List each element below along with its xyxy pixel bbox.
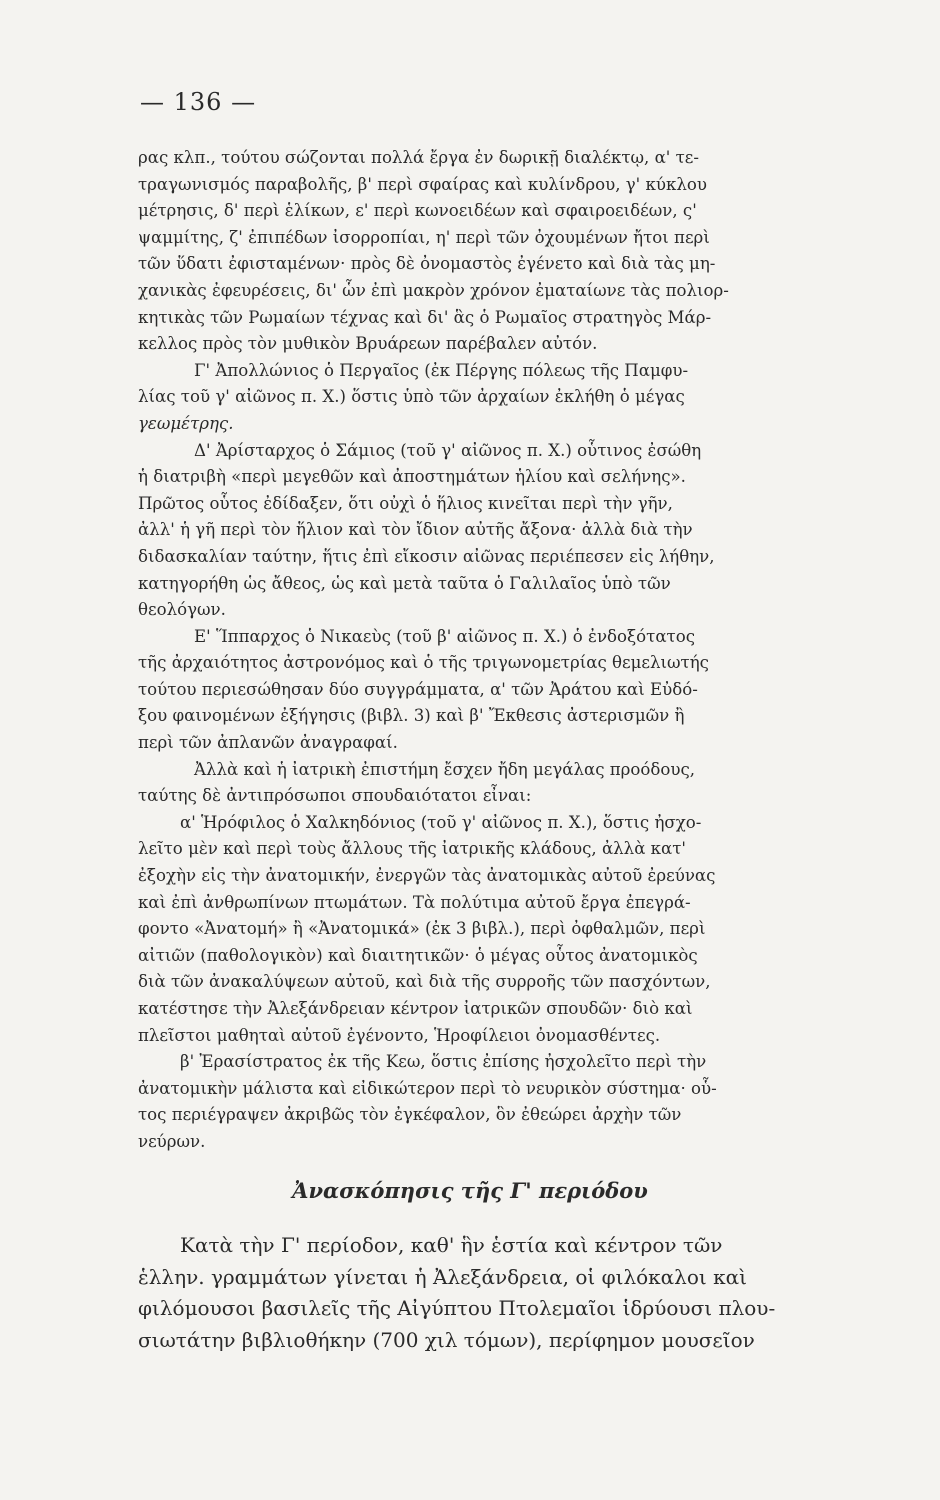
text-line: α' Ἡρόφιλος ὁ Χαλκηδόνιος (τοῦ γ' αἰῶνος π. Χ.), ὅστις ἠσχο- bbox=[180, 812, 702, 832]
text-line: θεολόγων. bbox=[138, 600, 226, 620]
text-line: κελλος πρὸς τὸν μυθικὸν Βρυάρεων παρέβαλεν αὐτόν. bbox=[138, 334, 598, 354]
text-line: περὶ τῶν ἀπλανῶν ἀναγραφαί. bbox=[138, 733, 398, 753]
text-line: ταύτης δὲ ἀντιπρόσωποι σπουδαιότατοι εἶναι: bbox=[138, 786, 532, 806]
text-line: Δ' Ἀρίσταρχος ὁ Σάμιος (τοῦ γ' αἰῶνος π. Χ.) οὗτινος ἐσώθη bbox=[194, 440, 702, 460]
text-line: φιλόμουσοι βασιλεῖς τῆς Αἰγύπτου Πτολεμαῖοι ἱδρύουσι πλου- bbox=[138, 1296, 776, 1320]
text-line: ἡ διατριβὴ «περὶ μεγεθῶν καὶ ἀποστημάτων ἡλίου καὶ σελήνης». bbox=[138, 467, 686, 487]
text-line: ἀνατομικὴν μάλιστα καὶ εἰδικώτερον περὶ τὸ νευρικὸν σύστημα· οὗ- bbox=[138, 1078, 717, 1098]
page-number: — 136 — bbox=[140, 88, 257, 116]
text-line: κατέστησε τὴν Ἀλεξάνδρειαν κέντρον ἰατρικῶν σπουδῶν· διὸ καὶ bbox=[138, 999, 693, 1018]
section-heading: Ἀνασκόπησις τῆς Γ' περιόδου bbox=[292, 1178, 648, 1203]
text-line: αἰτιῶν (παθολογικὸν) καὶ διαιτητικῶν· ὁ μέγας οὗτος ἀνατομικὸς bbox=[138, 945, 698, 965]
text-line: νεύρων. bbox=[138, 1131, 206, 1151]
text-line: διδασκαλίαν ταύτην, ἥτις ἐπὶ εἴκοσιν αἰῶνας περιέπεσεν εἰς λήθην, bbox=[138, 546, 715, 566]
text-line: λίας τοῦ γ' αἰῶνος π. Χ.) ὅστις ὑπὸ τῶν ἀρχαίων ἐκλήθη ὁ μέγας bbox=[138, 387, 685, 407]
text-line: ξου φαινομένων ἐξήγησις (βιβλ. 3) καὶ β' Ἔκθεσις ἀστερισμῶν ἢ bbox=[138, 706, 685, 726]
text-line: Πρῶτος οὗτος ἐδίδαξεν, ὅτι οὐχὶ ὁ ἥλιος κινεῖται περὶ τὴν γῆν, bbox=[138, 493, 673, 513]
text-line: ἑλλην. γραμμάτων γίνεται ἡ Ἀλεξάνδρεια, οἱ φιλόκαλοι καὶ bbox=[138, 1264, 747, 1289]
text-line: ρας κλπ., τούτου σώζονται πολλά ἔργα ἐν δωρικῇ διαλέκτῳ, α' τε- bbox=[138, 148, 700, 167]
body-text bbox=[138, 145, 866, 1156]
text-line: διὰ τῶν ἀνακαλύψεων αὐτοῦ, καὶ διὰ τῆς συρροῆς τῶν πασχόντων, bbox=[138, 972, 711, 992]
text-line: Ἀλλὰ καὶ ἡ ἰατρικὴ ἐπιστήμη ἔσχεν ἤδη μεγάλας προόδους, bbox=[194, 759, 696, 779]
section-text bbox=[138, 1230, 870, 1356]
text-line: καὶ ἐπὶ ἀνθρωπίνων πτωμάτων. Τὰ πολύτιμα αὐτοῦ ἔργα ἐπεγρά- bbox=[138, 892, 691, 912]
text-line: λεῖτο μὲν καὶ περὶ τοὺς ἄλλους τῆς ἰατρικῆς κλάδους, ἀλλὰ κατ' bbox=[138, 839, 686, 859]
text-line: β' Ἐρασίστρατος ἐκ τῆς Κεω, ὅστις ἐπίσης ἠσχολεῖτο περὶ τὴν bbox=[180, 1052, 707, 1072]
text-line: τραγωνισμός παραβολῆς, β' περὶ σφαίρας καὶ κυλίνδρου, γ' κύκλου bbox=[138, 174, 707, 194]
text-line: σιωτάτην βιβλιοθήκην (700 χιλ τόμων), περίφημον μουσεῖον bbox=[138, 1327, 755, 1352]
text-line: κατηγορήθη ὡς ἄθεος, ὡς καὶ μετὰ ταῦτα ὁ Γαλιλαῖος ὑπὸ τῶν bbox=[138, 573, 671, 593]
text-line: τούτου περιεσώθησαν δύο συγγράμματα, α' τῶν Ἀράτου καὶ Εὐδό- bbox=[138, 679, 698, 699]
text-line: ἀλλ' ἡ γῆ περὶ τὸν ἥλιον καὶ τὸν ἴδιον αὐτῆς ἄξονα· ἀλλὰ διὰ τὴν bbox=[138, 520, 693, 540]
text-line: Κατὰ τὴν Γ' περίοδον, καθ' ἣν ἑστία καὶ κέντρον τῶν bbox=[180, 1233, 723, 1257]
text-line: φοντο «Ἀνατομή» ἢ «Ἀνατομικά» (ἐκ 3 βιβλ.), περὶ ὀφθαλμῶν, περὶ bbox=[138, 919, 706, 939]
text-line: κητικὰς τῶν Ρωμαίων τέχνας καὶ δι' ἃς ὁ Ρωμαῖος στρατηγὸς Μάρ- bbox=[138, 307, 712, 327]
text-line: τῆς ἀρχαιότητος ἀστρονόμος καὶ ὁ τῆς τριγωνομετρίας θεμελιωτής bbox=[138, 653, 709, 673]
text-line: χανικὰς ἐφευρέσεις, δι' ὧν ἐπὶ μακρὸν χρόνον ἐματαίωνε τὰς πολιορ- bbox=[138, 280, 729, 300]
text-line: Ε' Ἵππαρχος ὁ Νικαεὺς (τοῦ β' αἰῶνος π. Χ.) ὁ ἐνδοξότατος bbox=[194, 626, 695, 646]
text-line: γεωμέτρης. bbox=[138, 413, 234, 433]
text-line: ἐξοχὴν εἰς τὴν ἀνατομικήν, ἐνεργῶν τὰς ἀνατομικὰς αὐτοῦ ἐρεύνας bbox=[138, 866, 716, 886]
text-line: μέτρησις, δ' περὶ ἑλίκων, ε' περὶ κωνοειδέων καὶ σφαιροειδέων, ς' bbox=[138, 201, 697, 221]
text-line: Γ' Ἀπολλώνιος ὁ Περγαῖος (ἐκ Πέργης πόλεως τῆς Παμφυ- bbox=[194, 360, 689, 380]
text-line: ψαμμίτης, ζ' ἐπιπέδων ἰσορροπίαι, η' περὶ τῶν ὀχουμένων ἤτοι περὶ bbox=[138, 227, 710, 247]
text-line: τος περιέγραψεν ἀκριβῶς τὸν ἐγκέφαλον, ὃν ἐθεώρει ἀρχὴν τῶν bbox=[138, 1105, 682, 1125]
text-line: πλεῖστοι μαθηταὶ αὐτοῦ ἐγένοντο, Ἡροφίλειοι ὀνομασθέντες. bbox=[138, 1025, 661, 1045]
text-line: τῶν ὕδατι ἐφισταμένων· πρὸς δὲ ὀνομαστὸς ἐγένετο καὶ διὰ τὰς μη- bbox=[138, 254, 716, 274]
